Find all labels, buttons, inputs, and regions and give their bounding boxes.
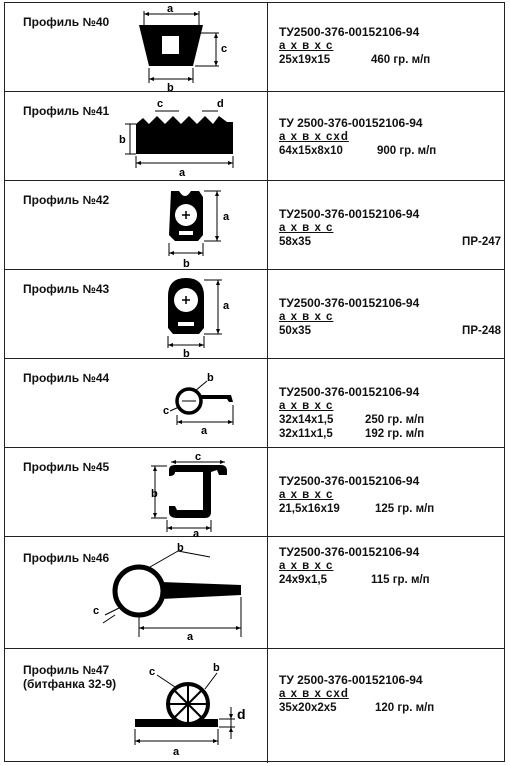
- weight-value: 900 гр. м/п: [377, 145, 437, 157]
- profile-name: Профиль №46: [23, 551, 110, 565]
- weight-value: 460 гр. м/п: [371, 54, 431, 66]
- column-divider: [267, 181, 268, 269]
- standard-code: ТУ2500-376-00152106-94: [279, 207, 420, 221]
- profile-46-drawing: [5, 537, 267, 649]
- dim-label-a: a: [187, 631, 194, 643]
- dim-label-a: a: [223, 211, 230, 223]
- weight-value: 125 гр. м/п: [375, 503, 435, 515]
- standard-code: ТУ2500-376-00152106-94: [279, 385, 420, 399]
- profile-42-drawing: [5, 181, 267, 270]
- dim-label-c: c: [157, 98, 164, 110]
- column-divider: [267, 649, 268, 763]
- size-value: 24х9х1,5: [279, 574, 327, 586]
- dims-label: а х в х с: [279, 560, 334, 572]
- profile-name: Профиль №44: [23, 371, 110, 385]
- column-divider: [267, 359, 268, 447]
- size-line: [279, 235, 501, 249]
- profile-44-drawing: [5, 359, 267, 448]
- size-line: [279, 53, 431, 67]
- spec-block: [279, 673, 435, 715]
- size-line: [279, 324, 501, 338]
- spec-block: [279, 207, 501, 249]
- column-divider: [267, 3, 268, 91]
- size-value: 32х14х1,5: [279, 414, 334, 426]
- standard-code: ТУ2500-376-00152106-94: [279, 474, 420, 488]
- dim-label-b: b: [167, 82, 174, 92]
- product-code: ПР-248: [462, 325, 501, 337]
- table-row: [5, 537, 504, 649]
- table-row: [5, 359, 504, 448]
- dim-label-c: c: [149, 666, 156, 678]
- dim-label-c: c: [163, 405, 170, 417]
- dims-label: а х в х с: [279, 400, 334, 412]
- column-divider: [267, 92, 268, 180]
- spec-block: [279, 545, 430, 587]
- product-code: ПР-247: [462, 236, 501, 248]
- standard-code: ТУ 2500-376-00152106-94: [279, 673, 423, 687]
- table-row: [5, 181, 504, 270]
- profile-name: Профиль №42: [23, 193, 110, 207]
- dim-label-c: c: [221, 43, 228, 55]
- dim-label-b: b: [183, 348, 190, 359]
- weight-value: 192 гр. м/п: [365, 428, 425, 440]
- size-value: 21,5х16х19: [279, 503, 340, 515]
- size-value: 64х15х8х10: [279, 145, 343, 157]
- dim-label-d: d: [217, 98, 224, 110]
- table-row: [5, 3, 504, 92]
- dim-label-b: b: [213, 662, 220, 674]
- dim-label-a: a: [173, 746, 180, 758]
- dim-label-a: a: [167, 3, 174, 15]
- weight-value: 115 гр. м/п: [371, 574, 430, 586]
- dim-label-b: b: [177, 542, 184, 554]
- dim-label-b: b: [151, 488, 158, 500]
- dim-label-b: b: [207, 372, 214, 384]
- spec-block: [279, 385, 425, 441]
- weight-value: 120 гр. м/п: [375, 702, 435, 714]
- column-divider: [267, 270, 268, 358]
- size-value: 58х35: [279, 236, 311, 248]
- column-divider: [267, 537, 268, 648]
- dim-label-c: c: [93, 605, 100, 617]
- profile-name: Профиль №41: [23, 104, 110, 118]
- dims-label: а х в х сxd: [279, 688, 349, 700]
- dims-label: а х в х с: [279, 40, 334, 52]
- spec-block: [279, 474, 435, 516]
- profile-47-drawing: [5, 649, 267, 763]
- dim-label-a: a: [223, 300, 230, 312]
- dim-label-b: b: [183, 258, 190, 270]
- spec-block: [279, 116, 437, 158]
- profile-41-drawing: [5, 92, 267, 181]
- profile-45-drawing: [5, 448, 267, 537]
- profiles-table: [4, 2, 505, 762]
- standard-code: ТУ2500-376-00152106-94: [279, 545, 420, 559]
- profile-name: Профиль №45: [23, 460, 110, 474]
- profile-43-drawing: [5, 270, 267, 359]
- profile-name: Профиль №40: [23, 15, 110, 29]
- table-row: [5, 270, 504, 359]
- dims-label: а х в х сxd: [279, 131, 349, 143]
- dim-label-a: a: [193, 528, 200, 537]
- size-line: [279, 413, 425, 427]
- dim-label-d: d: [237, 706, 246, 722]
- dims-label: а х в х с: [279, 489, 334, 501]
- table-row: [5, 448, 504, 537]
- size-line: [279, 701, 435, 715]
- dim-label-a: a: [201, 425, 208, 437]
- dim-label-c: c: [195, 451, 202, 463]
- spec-block: [279, 296, 501, 338]
- standard-code: ТУ 2500-376-00152106-94: [279, 116, 423, 130]
- dims-label: а х в х с: [279, 222, 334, 234]
- profile-name: Профиль №43: [23, 282, 110, 296]
- size-line: [279, 573, 430, 587]
- size-value: 32х11х1,5: [279, 428, 333, 440]
- size-line: [279, 427, 425, 441]
- standard-code: ТУ2500-376-00152106-94: [279, 296, 420, 310]
- size-value: 50х35: [279, 325, 311, 337]
- size-line: [279, 502, 435, 516]
- size-value: 25х19х15: [279, 54, 331, 66]
- table-row: [5, 649, 504, 763]
- dim-label-b: b: [119, 134, 126, 146]
- dim-label-a: a: [179, 167, 186, 179]
- size-line: [279, 144, 437, 158]
- profile-40-drawing: [5, 3, 267, 92]
- table-row: [5, 92, 504, 181]
- weight-value: 250 гр. м/п: [365, 414, 425, 426]
- dims-label: а х в х с: [279, 311, 334, 323]
- profile-title: Профиль №47: [23, 663, 110, 677]
- size-value: 35х20х2х5: [279, 702, 337, 714]
- standard-code: ТУ2500-376-00152106-94: [279, 25, 420, 39]
- spec-block: [279, 25, 431, 67]
- column-divider: [267, 448, 268, 536]
- profile-subtitle: (битфанка 32-9): [23, 677, 117, 691]
